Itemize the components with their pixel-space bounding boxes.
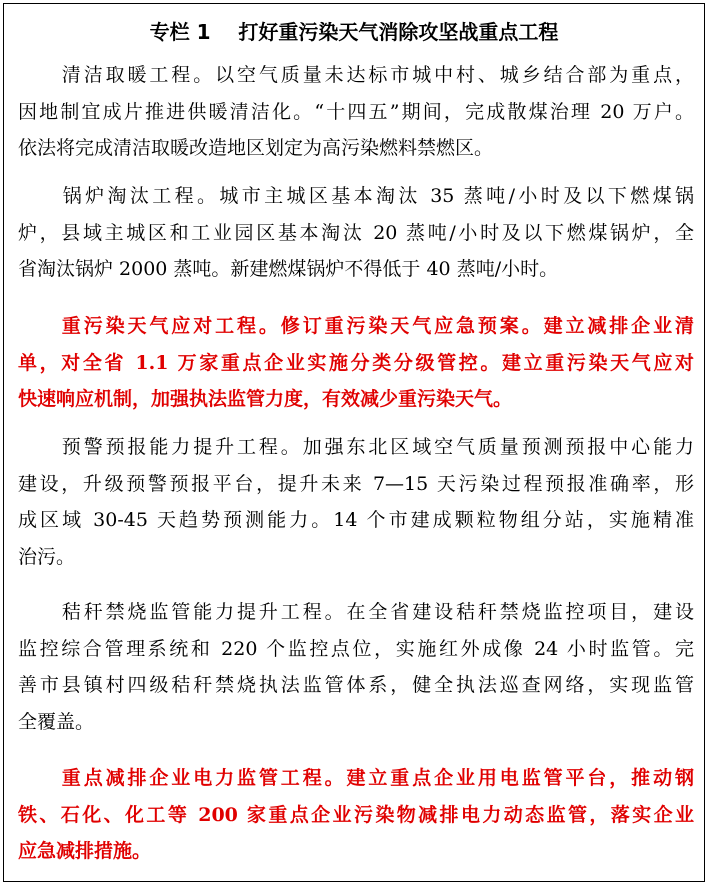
text-line: 应急减排措施。 <box>18 840 152 862</box>
section-power-supervision <box>18 760 694 870</box>
text-line: 快速响应机制，加强执法监管力度，有效减少重污染天气。 <box>18 388 513 410</box>
text-line: 预警预报能力提升工程。加强东北区域空气质量预测预报中心能力 <box>18 436 694 458</box>
section-heavy-pollution-response <box>18 308 694 418</box>
text-line: 善市县镇村四级秸秆禁烧执法监管体系，健全执法巡查网络，实现监管 <box>18 674 694 696</box>
text-line: 重点减排企业电力监管工程。建立重点企业用电监管平台，推动钢 <box>18 767 694 789</box>
text-line: 重污染天气应对工程。修订重污染天气应急预案。建立减排企业清 <box>18 315 694 337</box>
text-line: 建设，升级预警预报平台，提升未来 7—15 天污染过程预报准确率，形 <box>18 472 694 495</box>
text-line: 锅炉淘汰工程。城市主城区基本淘汰 35 蒸吨/小时及以下燃煤锅 <box>18 185 694 207</box>
text-line: 因地制宜成片推进供暖清洁化。“十四五”期间，完成散煤治理 20 万户。 <box>18 100 694 123</box>
text-line: 成区域 30-45 天趋势预测能力。14 个市建成颗粒物组分站，实施精准 <box>18 509 694 531</box>
section-clean-heating <box>18 57 694 167</box>
section-boiler-elimination <box>18 178 694 288</box>
column-title: 专栏 1 打好重污染天气消除攻坚战重点工程 <box>149 20 559 44</box>
text-line: 单，对全省 1.1 万家重点企业实施分类分级管控。建立重污染天气应对 <box>18 351 694 374</box>
text-line: 省淘汰锅炉 2000 蒸吨。新建燃煤锅炉不得低于 40 蒸吨/小时。 <box>18 258 559 280</box>
special-column-box <box>3 3 705 882</box>
text-line: 炉，县域主城区和工业园区基本淘汰 20 蒸吨/小时及以下燃煤锅炉，全 <box>18 221 694 244</box>
text-line: 铁、石化、化工等 200 家重点企业污染物减排电力动态监管，落实企业 <box>18 803 694 826</box>
text-line: 监控综合管理系统和 220 个监控点位，实施红外成像 24 小时监管。完 <box>18 637 694 660</box>
text-line: 依法将完成清洁取暖改造地区划定为高污染燃料禁燃区。 <box>18 137 494 159</box>
text-line: 清洁取暖工程。以空气质量未达标市城中村、城乡结合部为重点， <box>18 64 694 86</box>
text-line: 秸秆禁烧监管能力提升工程。在全省建设秸秆禁烧监控项目，建设 <box>18 601 694 623</box>
text-line: 治污。 <box>18 545 76 568</box>
section-straw-burning-supervision <box>18 594 694 740</box>
text-line: 全覆盖。 <box>18 710 95 733</box>
section-early-warning <box>18 429 694 575</box>
